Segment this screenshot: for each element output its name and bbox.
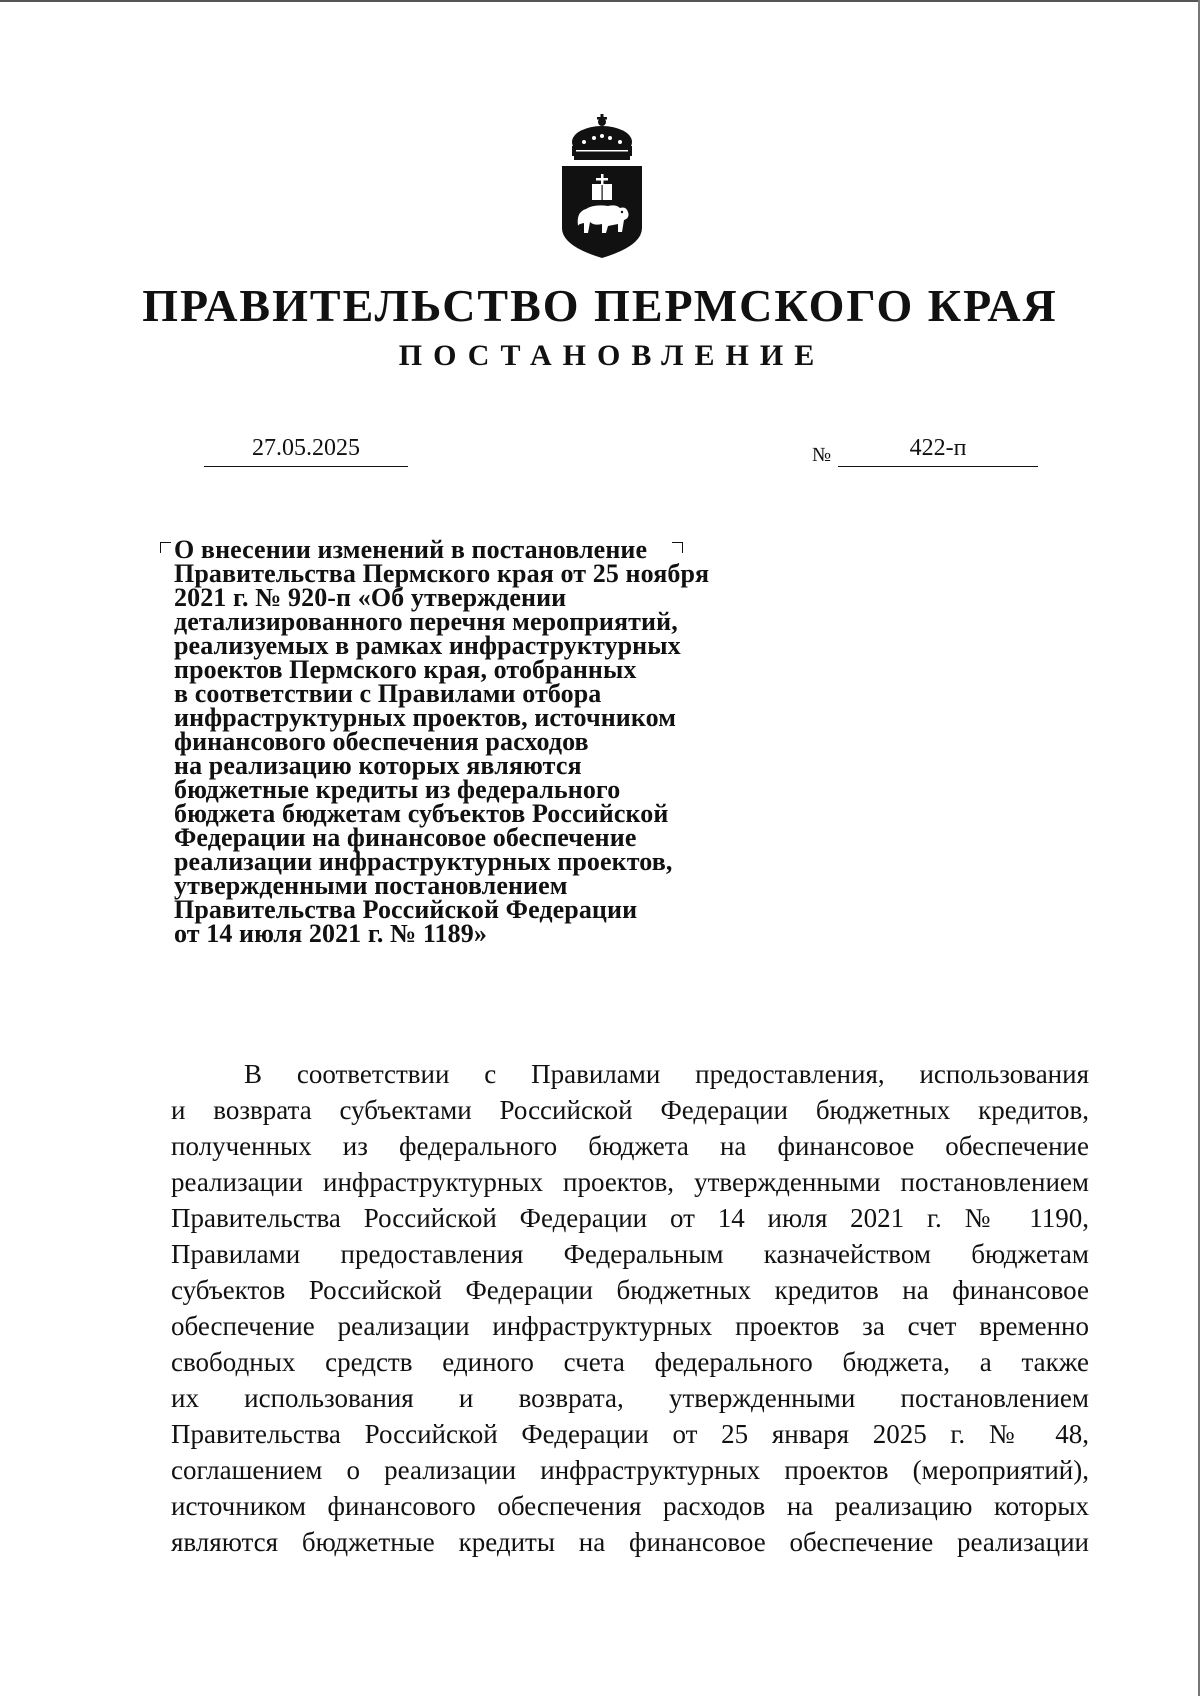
- document-date: 27.05.2025: [252, 435, 360, 461]
- subject-line: реализуемых в рамках инфраструктурных: [174, 631, 681, 660]
- document-body: [171, 1056, 1089, 1560]
- subject-line: утвержденными постановлением: [174, 871, 568, 900]
- subject-line: бюджета бюджетам субъектов Российской: [174, 799, 669, 828]
- subject-line: детализированного перечня мероприятий,: [174, 607, 678, 636]
- subject-line: Правительства Пермского края от 25 ноября: [174, 559, 710, 588]
- document-subject: [174, 535, 774, 948]
- body-line: Правительства Российской Федерации от 25 января 2025 г. № 48,: [171, 1419, 1089, 1449]
- body-line: В соответствии с Правилами предоставления, использования: [244, 1059, 1089, 1089]
- body-line: обеспечение реализации инфраструктурных проектов за счет временно: [171, 1311, 1089, 1341]
- subject-line: реализации инфраструктурных проектов,: [174, 847, 673, 876]
- document-number-field: [838, 424, 1038, 467]
- subject-line: 2021 г. № 920-п «Об утверждении: [174, 583, 567, 612]
- subject-line: Федерации на финансовое обеспечение: [174, 823, 637, 852]
- subject-line: бюджетные кредиты из федерального: [174, 775, 621, 804]
- document-date-field: [204, 424, 408, 467]
- subject-lines: [174, 535, 774, 948]
- subject-corner-right: [672, 542, 683, 553]
- number-sign-label: №: [812, 444, 832, 466]
- body-line: источником финансового обеспечения расходов на реализацию которых: [171, 1491, 1089, 1521]
- body-line: соглашением о реализации инфраструктурных проектов (мероприятий),: [171, 1455, 1089, 1485]
- subject-line: О внесении изменений в постановление: [174, 535, 648, 564]
- body-line: Правительства Российской Федерации от 14 июля 2021 г. № 1190,: [171, 1203, 1089, 1233]
- body-line: полученных из федерального бюджета на финансовое обеспечение: [171, 1131, 1089, 1161]
- body-line: их использования и возврата, утвержденными постановлением: [171, 1383, 1089, 1413]
- body-line: Правилами предоставления Федеральным казначейством бюджетам: [171, 1239, 1089, 1269]
- body-line: свободных средств единого счета федерального бюджета, а также: [171, 1347, 1089, 1377]
- subject-line: инфраструктурных проектов, источником: [174, 703, 677, 732]
- subject-line: Правительства Российской Федерации: [174, 895, 638, 924]
- subject-corner-left: [160, 542, 171, 553]
- body-line: являются бюджетные кредиты на финансовое обеспечение реализации: [171, 1527, 1089, 1557]
- body-line: и возврата субъектами Российской Федерации бюджетных кредитов,: [171, 1095, 1089, 1125]
- subject-line: в соответствии с Правилами отбора: [174, 679, 602, 708]
- organization-title: ПРАВИТЕЛЬСТВО ПЕРМСКОГО КРАЯ: [142, 280, 1058, 331]
- document-type: ПОСТАНОВЛЕНИЕ: [398, 339, 826, 372]
- document-number: 422-п: [909, 435, 967, 461]
- subject-line: проектов Пермского края, отобранных: [174, 655, 637, 684]
- body-line: реализации инфраструктурных проектов, утвержденными постановлением: [171, 1167, 1089, 1197]
- body-line: субъектов Российской Федерации бюджетных кредитов на финансовое: [171, 1275, 1089, 1305]
- perm-krai-coat-of-arms-icon: [556, 110, 648, 260]
- subject-line: финансового обеспечения расходов: [174, 727, 589, 756]
- scan-edge-top: [0, 0, 1200, 2]
- subject-line: на реализацию которых являются: [174, 751, 582, 780]
- subject-line: от 14 июля 2021 г. № 1189»: [174, 919, 487, 948]
